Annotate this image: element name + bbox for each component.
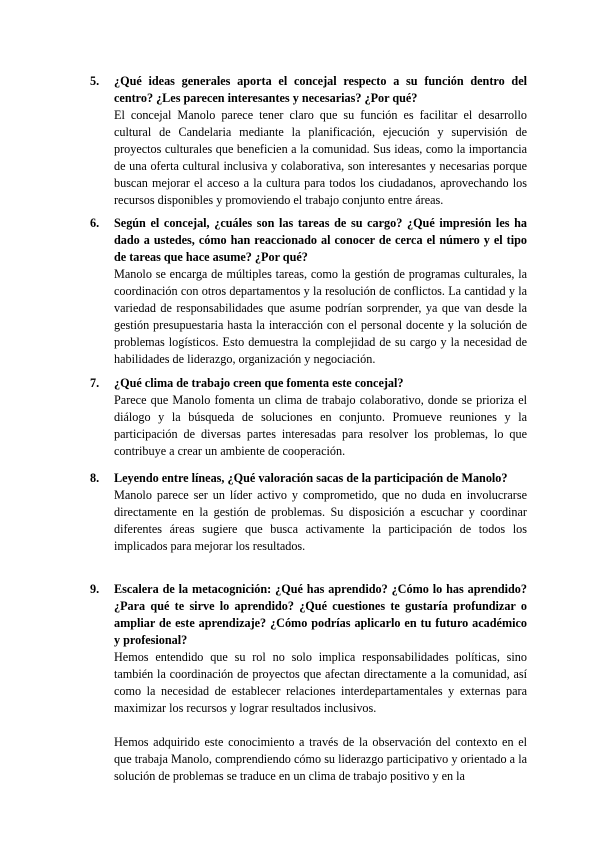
question-number: 7. bbox=[90, 376, 100, 390]
answer-paragraph: Parece que Manolo fomenta un clima de trabajo colaborativo, donde se prioriza el diálogo y la búsqueda de soluciones en conjunto. Promueve reuniones y la participación de diversas partes interesadas para resolver los problemas, lo que contribuye a crear un ambiente de cooperación. bbox=[114, 393, 527, 458]
answer-text bbox=[114, 487, 527, 555]
answer-text bbox=[114, 107, 527, 209]
question-heading bbox=[90, 581, 527, 649]
question-heading bbox=[90, 215, 527, 266]
question-heading bbox=[90, 470, 527, 487]
question-block-7 bbox=[90, 375, 527, 460]
answer-paragraph: Hemos adquirido este conocimiento a través de la observación del contexto en el que trabaja Manolo, comprendiendo cómo su liderazgo participativo y orientado a la solución de problemas se traduce en un clima de trabajo positivo y en la bbox=[114, 735, 527, 783]
question-number: 6. bbox=[90, 216, 100, 230]
question-text: ¿Qué ideas generales aporta el concejal respecto a su función dentro del centro? ¿Les parecen interesantes y necesarias? ¿Por qué? bbox=[114, 74, 527, 105]
answer-paragraph: Hemos entendido que su rol no solo implica responsabilidades políticas, sino también la coordinación de proyectos que afectan directamente a la comunidad, así como la necesidad de establecer relaciones interdepartamentales y externas para maximizar los recursos y lograr resultados inclusivos. bbox=[114, 650, 527, 715]
question-heading bbox=[90, 73, 527, 107]
answer-text bbox=[114, 392, 527, 460]
question-number: 8. bbox=[90, 471, 100, 485]
question-block-6 bbox=[90, 215, 527, 368]
question-number: 9. bbox=[90, 582, 100, 596]
question-text: ¿Qué clima de trabajo creen que fomenta este concejal? bbox=[114, 376, 404, 390]
answer-text bbox=[114, 266, 527, 368]
answer-text bbox=[114, 649, 527, 785]
question-text: Según el concejal, ¿cuáles son las tareas de su cargo? ¿Qué impresión les ha dado a ustedes, cómo han reaccionado al conocer de cerca el número y el tipo de tareas que hace asume? ¿Por qué? bbox=[114, 216, 527, 264]
answer-paragraph: Manolo se encarga de múltiples tareas, como la gestión de programas culturales, la coordinación con otros departamentos y la resolución de conflictos. La cantidad y la variedad de responsabilidades que asume podrían sorprender, ya que van desde la gestión presupuestaria hasta la interacción con el personal docente y la solución de problemas logísticos. Esto demuestra la complejidad de su cargo y la necesidad de habilidades de liderazgo, organización y negociación. bbox=[114, 267, 527, 366]
question-heading bbox=[90, 375, 527, 392]
question-text: Leyendo entre líneas, ¿Qué valoración sacas de la participación de Manolo? bbox=[114, 471, 508, 485]
question-block-8 bbox=[90, 470, 527, 555]
answer-paragraph: Manolo parece ser un líder activo y comprometido, que no duda en involucrarse directamente en la gestión de problemas. Su disposición a escuchar y coordinar diferentes áreas sugiere que busca activamente la participación de todos los implicados para mejorar los resultados. bbox=[114, 488, 527, 553]
question-block-5 bbox=[90, 73, 527, 209]
answer-paragraph: El concejal Manolo parece tener claro que su función es facilitar el desarrollo cultural de Candelaria mediante la planificación, ejecución y supervisión de proyectos culturales que beneficien a la comunidad. Sus ideas, como la importancia de una oferta cultural inclusiva y colaborativa, son interesantes y necesarias porque buscan mejorar el acceso a la cultura para todos los ciudadanos, aprovechando los recursos disponibles y promoviendo el trabajo conjunto entre áreas. bbox=[114, 108, 527, 207]
question-number: 5. bbox=[90, 74, 100, 88]
question-text: Escalera de la metacognición: ¿Qué has aprendido? ¿Cómo lo has aprendido? ¿Para qué te sirve lo aprendido? ¿Qué cuestiones te gustaría profundizar o ampliar de este aprendizaje? ¿Cómo podrías aplicarlo en tu futuro académico y profesional? bbox=[114, 582, 527, 647]
question-block-9 bbox=[90, 581, 527, 785]
